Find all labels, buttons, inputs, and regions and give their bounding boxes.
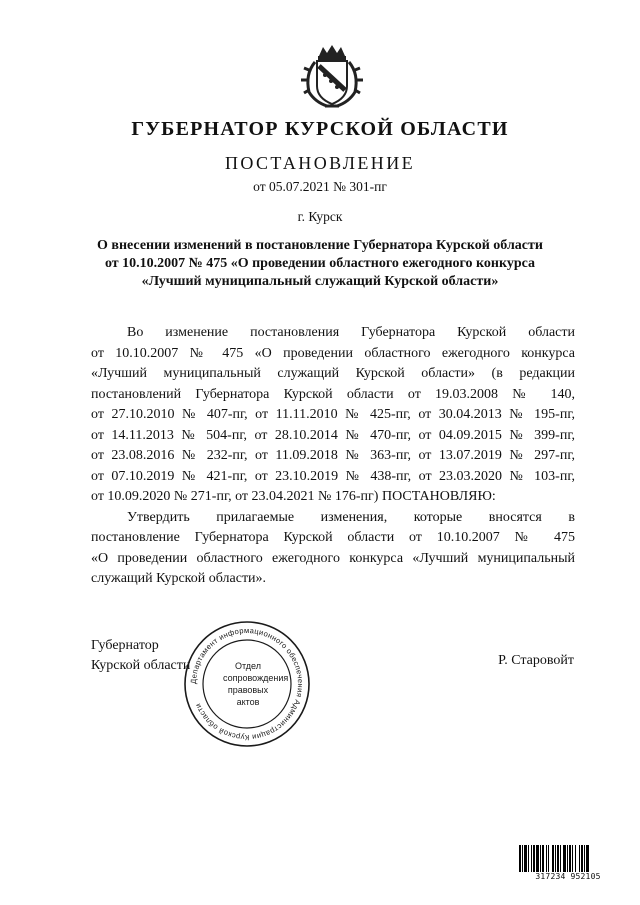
document-barcode — [519, 845, 617, 880]
signatory-position-line: Губернатор — [91, 638, 159, 653]
document-body — [91, 323, 575, 590]
document-subject — [60, 237, 580, 291]
barcode-bars — [519, 845, 617, 872]
stamp-ring-text: Департамент информационного обеспечения Администрации Курской области — [188, 625, 306, 743]
body-line: Утвердить прилагаемые изменения, которые вносятся в — [127, 509, 575, 525]
body-line: Во изменение постановления Губернатора Курской области — [127, 325, 575, 340]
subject-line: «Лучший муниципальный служащий Курской области» — [141, 274, 499, 289]
stamp-center-line: сопровождения — [223, 673, 289, 683]
document-date-number: от 05.07.2021 № 301-пг — [253, 179, 387, 194]
body-line: «О проведении областного ежегодного конкурса «Лучший муниципальный — [91, 550, 575, 566]
stamp-center-line: актов — [236, 697, 260, 707]
document-city: г. Курск — [297, 209, 343, 224]
body-line: «Лучший муниципальный служащий Курской области» (в редакции — [91, 366, 575, 381]
body-line: служащий Курской области». — [91, 571, 267, 586]
kursk-coat-of-arms-icon — [297, 42, 367, 112]
signatory-position — [91, 636, 190, 676]
stamp-center-text — [223, 660, 289, 708]
body-line: постановлений Губернатора Курской области от 19.03.2008 № 140, — [91, 386, 575, 402]
body-line: от 10.10.2007 № 475 «О проведении областного ежегодного конкурса — [91, 345, 575, 361]
body-line: от 07.10.2019 № 421-пг, от 23.10.2019 № 438-пг, от 23.03.2020 № 103-пг, — [91, 468, 575, 484]
barcode-number: 317234 952105 — [535, 872, 601, 881]
subject-line: от 10.10.2007 № 475 «О проведении областного ежегодного конкурса — [104, 256, 536, 271]
issuing-authority: ГУБЕРНАТОР КУРСКОЙ ОБЛАСТИ — [131, 118, 509, 140]
body-line: от 14.11.2013 № 504-пг, от 28.10.2014 № 470-пг, от 04.09.2015 № 399-пг, — [91, 427, 575, 443]
stamp-center-line: Отдел — [234, 661, 262, 671]
body-line: от 27.10.2010 № 407-пг, от 11.11.2010 № 425-пг, от 30.04.2013 № 195-пг, — [91, 407, 575, 422]
document-type: ПОСТАНОВЛЕНИЕ — [224, 153, 416, 173]
body-line: от 23.08.2016 № 232-пг, от 11.09.2018 № 363-пг, от 13.07.2019 № 297-пг, — [91, 448, 575, 463]
stamp-center-line: правовых — [227, 685, 269, 695]
signatory-name: Р. Старовойт — [498, 653, 574, 668]
subject-line: О внесении изменений в постановление Губернатора Курской области — [97, 238, 543, 253]
body-line: постановление Губернатора Курской области от 10.10.2007 № 475 — [91, 530, 575, 545]
body-line: от 10.09.2020 № 271-пг, от 23.04.2021 № 176-пг) ПОСТАНОВЛЯЮ: — [91, 489, 496, 504]
signatory-position-line: Курской области — [91, 658, 191, 673]
